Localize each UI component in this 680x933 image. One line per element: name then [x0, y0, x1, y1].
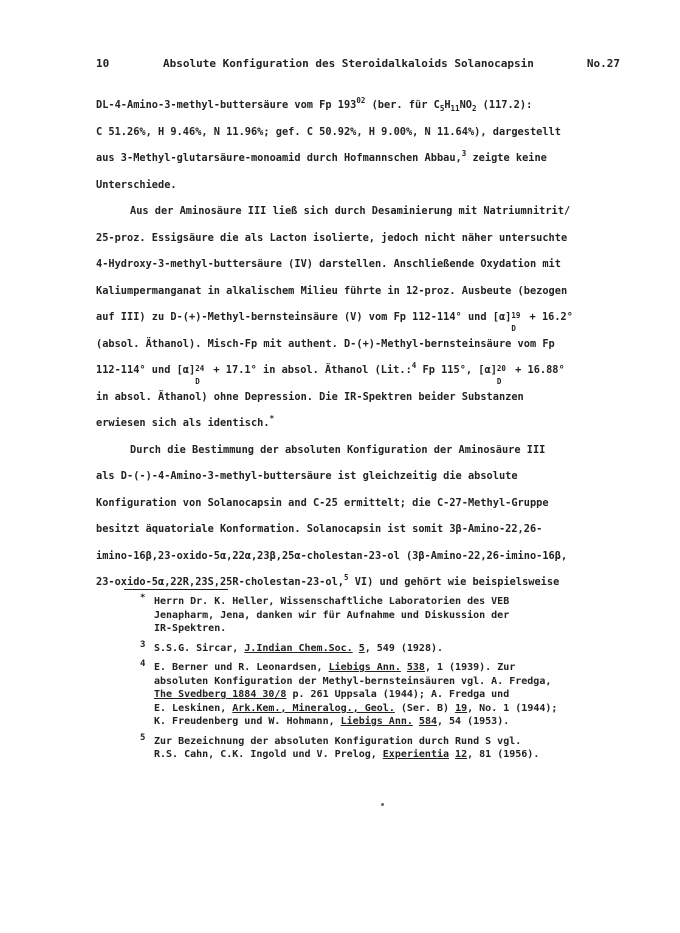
body-line: als D-(-)-4-Amino-3-methyl-buttersäure ist gleichzeitig die absolute: [96, 470, 518, 482]
paragraph-start: Durch die Bestimmung der absoluten Konfiguration der Aminosäure III: [130, 443, 546, 456]
issue-number: No.27: [586, 57, 620, 70]
body-line: 23-oxido-5α,22R,23S,25R-cholestan-23-ol,$^5$ VI) und gehört wie beispielsweise: [96, 573, 560, 588]
speck-mark: [381, 803, 384, 806]
body-line: Konfiguration von Solanocapsin and C-25 ermittelt; die C-27-Methyl-Gruppe: [96, 496, 549, 509]
body-line: auf III) zu D-(+)-Methyl-bernsteinsäure (V) vom Fp 112-114° und [α] 19 D + 16.2°: [96, 311, 573, 333]
body-line: Kaliumpermanganat in alkalischem Milieu führte in 12-proz. Ausbeute (bezogen: [96, 284, 568, 297]
body-line: DL-4-Amino-3-methyl-buttersäure vom Fp $193^{02}$ (ber. für $C_5H_{11}NO_2$ (117.2):: [96, 96, 533, 113]
footnote-4: 4 E. Berner und R. Leonardsen, Liebigs Ann. 538, 1 (1939). Zur absoluten Konfiguration der Methyl-bernsteinsäuren vgl. A. Fredga, The Svedberg 1884 30/8 p. 261 Uppsala (1944); A. Fredga und E. Leskinen, Ark.Kem., Mineralog., Geol. (Ser. B) 19, No. 1 (1944); K. Freudenberg und W. Hohmann, Liebigs Ann. 584, 54 (1953).: [140, 659, 558, 727]
body-line: 112-114° und [α] 24 D + 17.1° in absol. Äthanol (Lit.:$^4$ Fp 115°, [α] 20 D + 16.88°: [96, 361, 565, 386]
footnote-3: 3 S.S.G. Sircar, J.Indian Chem.Soc. 5, 549 (1928).: [140, 639, 444, 654]
body-line: besitzt äquatoriale Konformation. Solanocapsin ist somit 3β-Amino-22,26-: [96, 523, 543, 535]
body-text: [96, 92, 616, 596]
footnotes: [142, 595, 582, 768]
footnote-5: 5 Zur Bezeichnung der absoluten Konfiguration durch Rund S vgl. R.S. Cahn, C.K. Ingold und V. Prelog, Experientia 12, 81 (1956).: [140, 732, 540, 760]
body-line: Unterschiede.: [96, 178, 177, 191]
footnote-divider: [124, 589, 228, 590]
page-number: 10: [96, 57, 110, 70]
body-line: erwiesen sich als identisch.*: [96, 414, 275, 429]
paragraph-start: Aus der Aminosäure III ließ sich durch Desaminierung mit Natriumnitrit/: [130, 205, 571, 217]
footnote-asterisk: * Herrn Dr. K. Heller, Wissenschaftliche Laboratorien des VEB Jenapharm, Jena, danken wir für Aufnahme und Diskussion der IR-Spektren.: [140, 593, 510, 634]
body-line: imino-16β,23-oxido-5α,22α,23β,25α-cholestan-23-ol (3β-Amino-22,26-imino-16β,: [96, 549, 568, 562]
body-line: C 51.26%, H 9.46%, N 11.96%; gef. C 50.92%, H 9.00%, N 11.64%), dargestellt: [96, 125, 561, 138]
body-line: 4-Hydroxy-3-methyl-buttersäure (IV) darstellen. Anschließende Oxydation mit: [96, 258, 561, 270]
body-line: in absol. Äthanol) ohne Depression. Die IR-Spektren beider Substanzen: [96, 390, 524, 403]
body-line: aus 3-Methyl-glutarsäure-monoamid durch Hofmannschen Abbau,$^3$ zeigte keine: [96, 149, 547, 164]
body-line: 25-proz. Essigsäure die als Lacton isolierte, jedoch nicht näher untersuchte: [96, 231, 568, 244]
running-title: Absolute Konfiguration des Steroidalkaloids Solanocapsin: [163, 57, 534, 70]
body-line: (absol. Äthanol). Misch-Fp mit authent. D-(+)-Methyl-bernsteinsäure vom Fp: [96, 337, 555, 350]
page-header: [96, 57, 620, 70]
